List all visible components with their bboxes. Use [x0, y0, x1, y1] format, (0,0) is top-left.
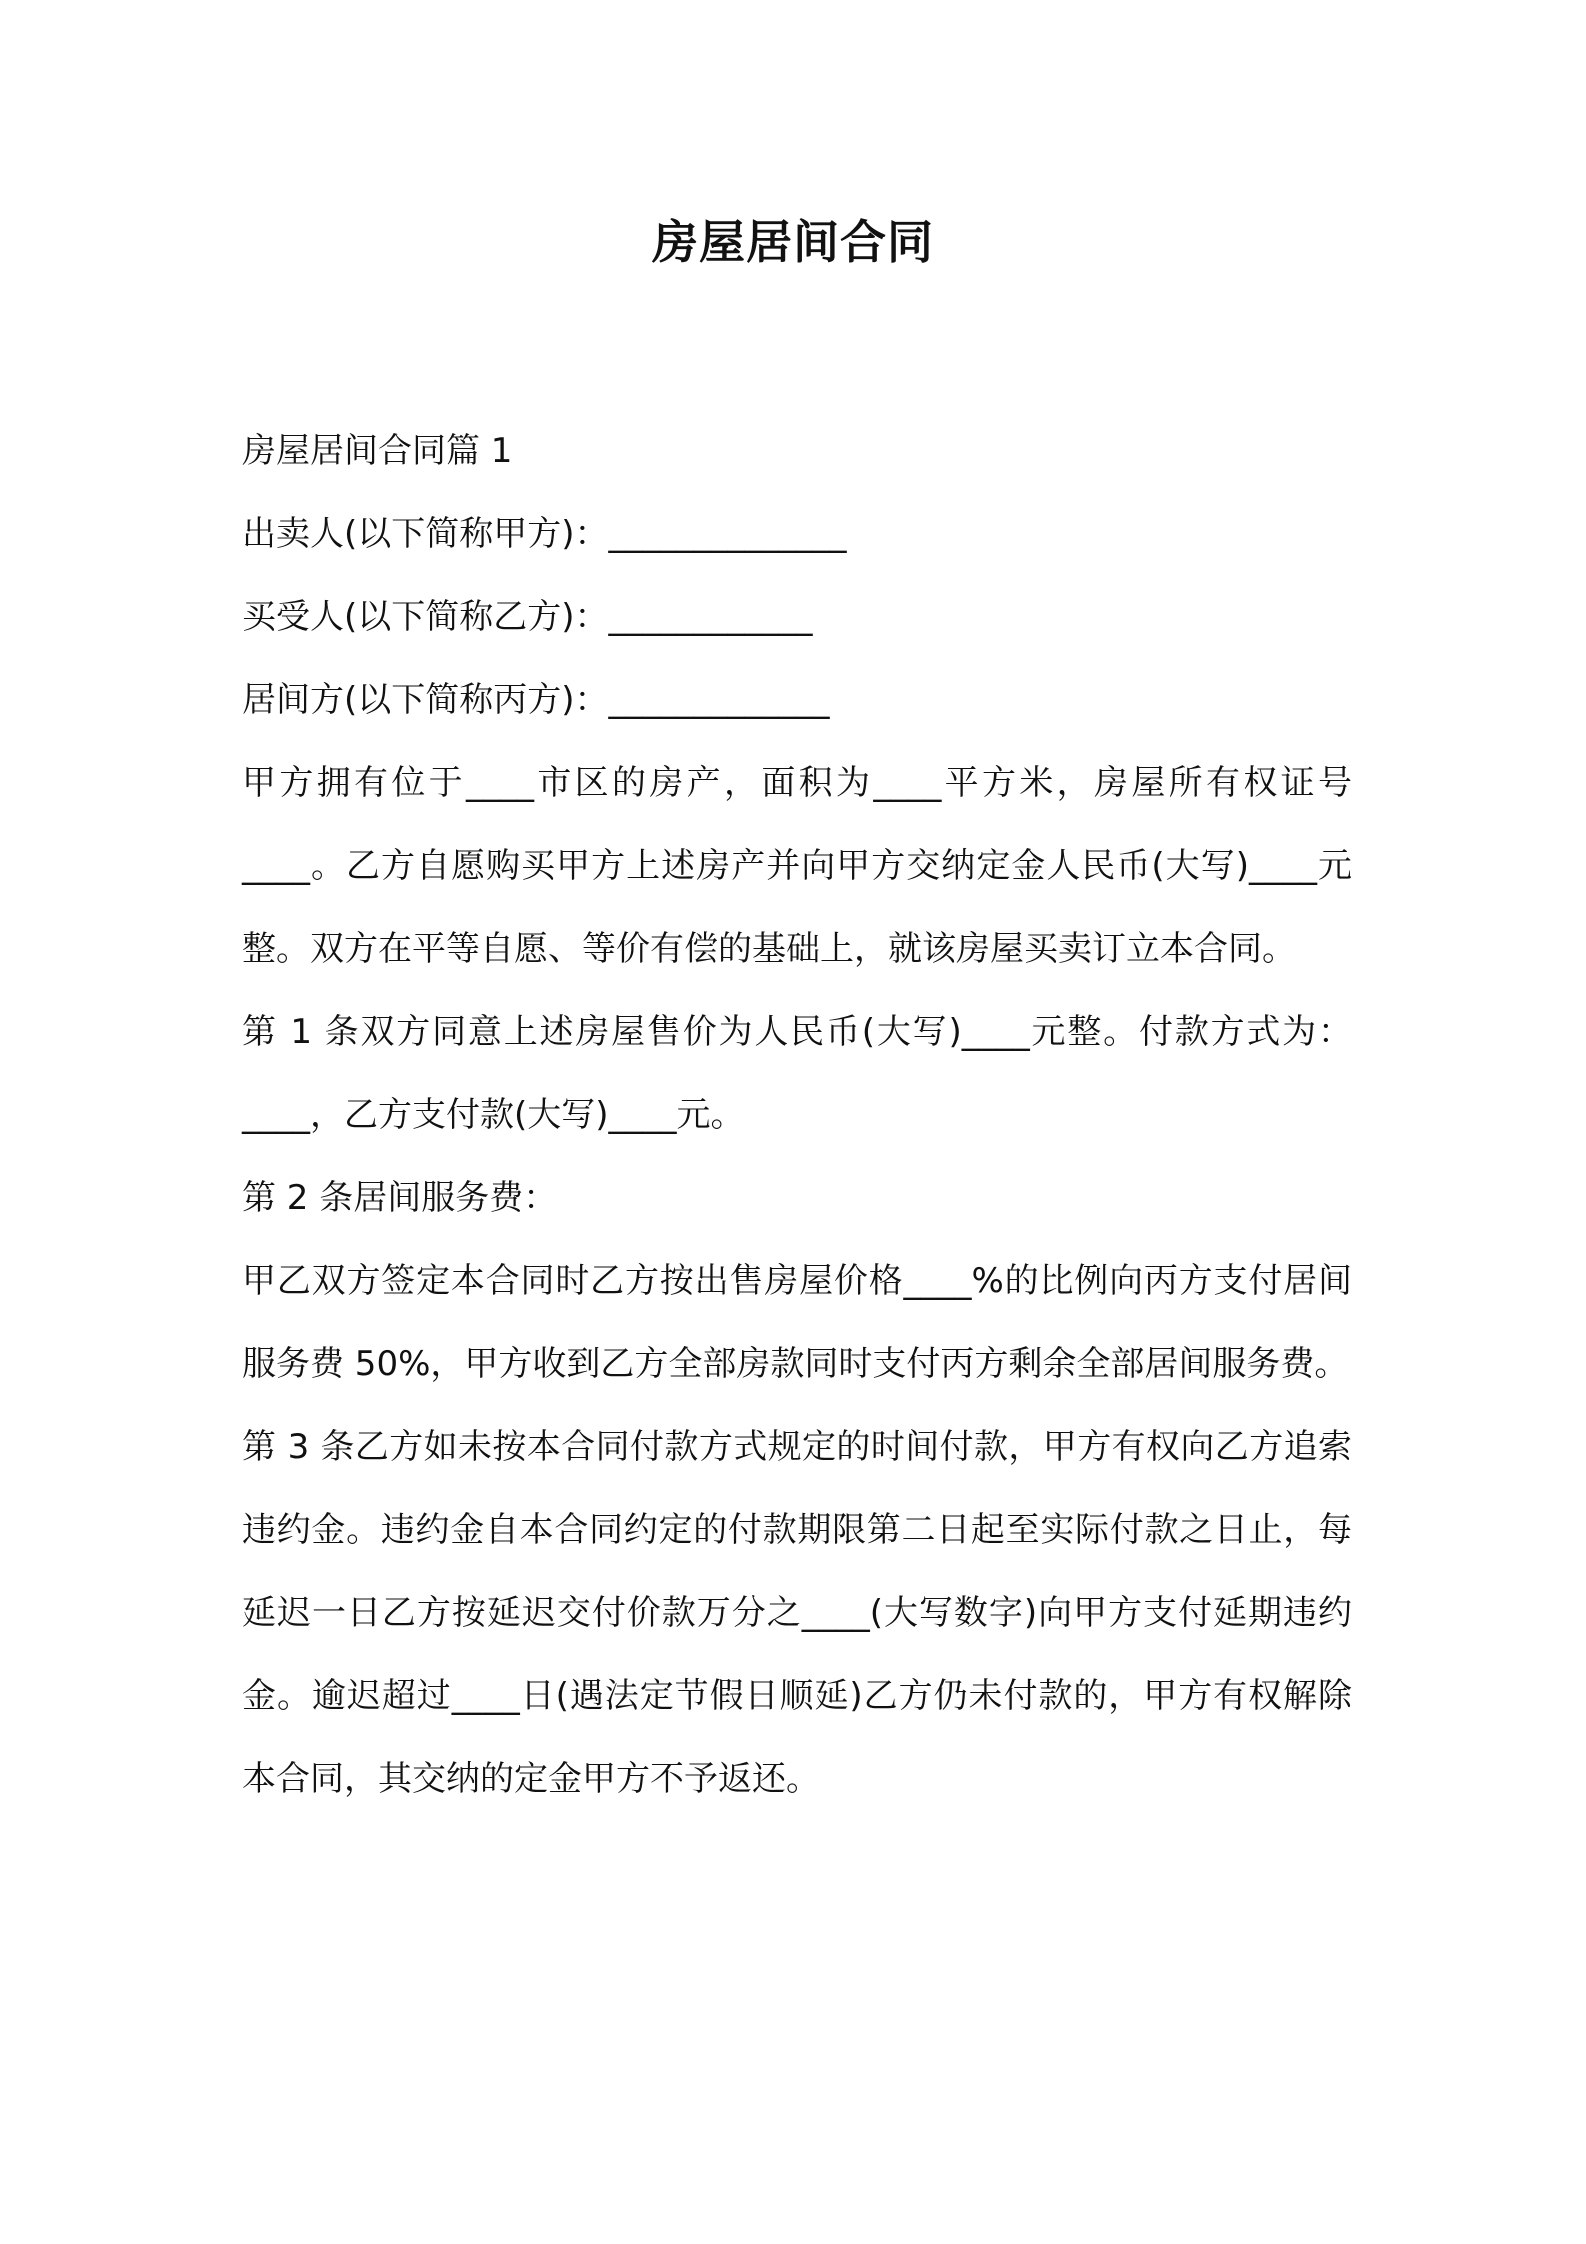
paragraph-property: 甲方拥有位于____市区的房产，面积为____平方米，房屋所有权证号____。乙方自愿购买甲方上述房产并向甲方交纳定金人民币(大写)____元整。双方在平等自愿、等价有偿的基础上，就该房屋买卖订立本合同。 [242, 763, 1352, 969]
party-intermediary: 居间方(以下简称丙方)：_____________ [242, 680, 830, 720]
paragraph-article-1: 第 1 条双方同意上述房屋售价为人民币(大写)____元整。付款方式为：____，乙方支付款(大写)____元。 [242, 1012, 1352, 1135]
document-body [242, 410, 1352, 1821]
party-seller: 出卖人(以下简称甲方)：______________ [242, 514, 847, 554]
paragraph-article-3: 第 3 条乙方如未按本合同付款方式规定的时间付款，甲方有权向乙方追索违约金。违约金自本合同约定的付款期限第二日起至实际付款之日止，每延迟一日乙方按延迟交付价款万分之____(大写数字)向甲方支付延期违约金。逾迟超过____日(遇法定节假日顺延)乙方仍未付款的，甲方有权解除本合同，其交纳的定金甲方不予返还。 [242, 1427, 1352, 1799]
document-title: 房屋居间合同 [652, 215, 934, 269]
paragraph-article-2-body: 甲乙双方签定本合同时乙方按出售房屋价格____%的比例向丙方支付居间服务费 50%，甲方收到乙方全部房款同时支付丙方剩余全部居间服务费。 [242, 1261, 1352, 1384]
paragraph-article-2-heading: 第 2 条居间服务费： [242, 1178, 558, 1218]
section-heading: 房屋居间合同篇 1 [242, 431, 513, 471]
party-buyer: 买受人(以下简称乙方)：____________ [242, 597, 813, 637]
